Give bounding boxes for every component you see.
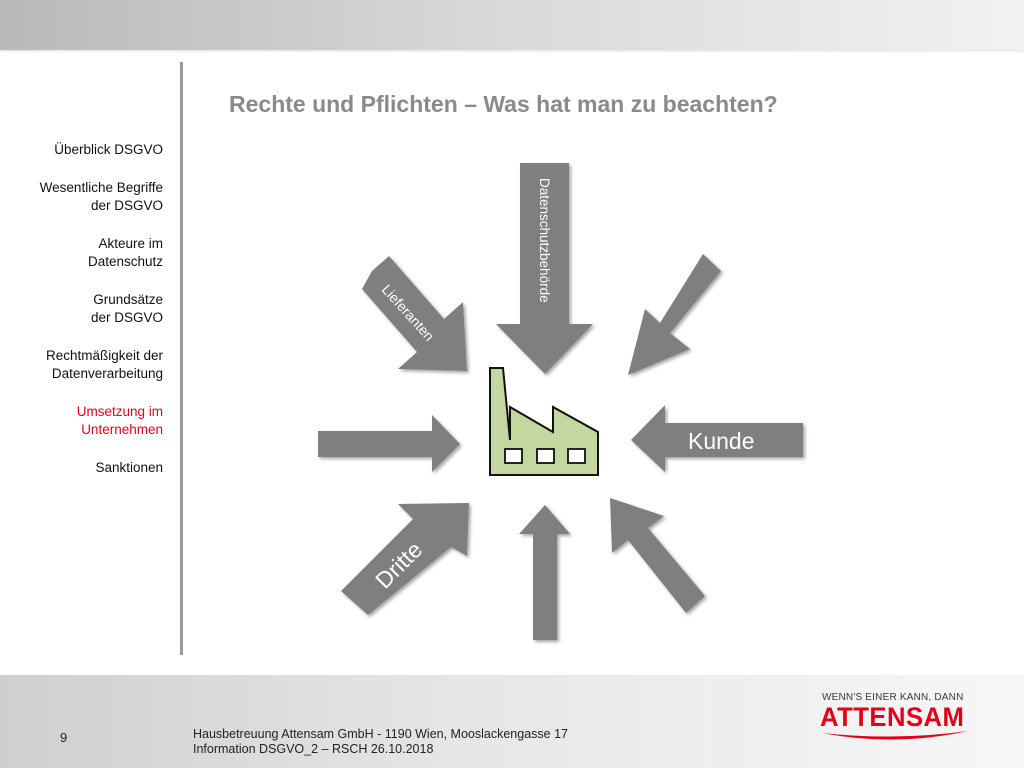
factory-icon [490,368,598,475]
footer-line-address: Hausbetreuung Attensam GmbH - 1190 Wien, Mooslackengasse 17 [193,727,568,741]
arrow-lower-left-label: Dritte [370,536,428,594]
sidebar-item-grundsaetze[interactable]: Grundsätze der DSGVO [90,291,163,325]
arrow-upper-right [628,254,721,375]
logo-tagline: WENN'S EINER KANN, DANN [822,692,964,703]
arrow-right-label: Kunde [688,428,755,454]
sidebar-item-sanktionen[interactable]: Sanktionen [95,459,163,475]
arrow-upper-left-label: Lieferanten [378,281,438,345]
sidebar-item-ueberblick[interactable]: Überblick DSGVO [54,142,163,157]
arrow-bottom [519,505,570,640]
sidebar-item-begriffe[interactable]: Wesentliche Begriffe der DSGVO [39,179,163,213]
arrow-top-label: Datenschutzbehörde [537,178,552,303]
logo-wordmark: ATTENSAM [820,702,965,732]
page-number: 9 [60,730,68,745]
sidebar-item-rechtmaessigkeit[interactable]: Rechtmäßigkeit der Datenverarbeitung [45,347,163,381]
arrow-lower-right [610,498,705,613]
arrow-left [318,415,460,472]
footer-text [193,727,568,757]
sidebar-item-akteure[interactable]: Akteure im Datenschutz [87,235,163,269]
attensam-logo [820,692,965,745]
sidebar-item-umsetzung[interactable]: Umsetzung im Unternehmen [76,403,163,437]
footer-line-document: Information DSGVO_2 – RSCH 26.10.2018 [193,742,434,756]
slide-title: Rechte und Pflichten – Was hat man zu beachten? [229,91,778,117]
